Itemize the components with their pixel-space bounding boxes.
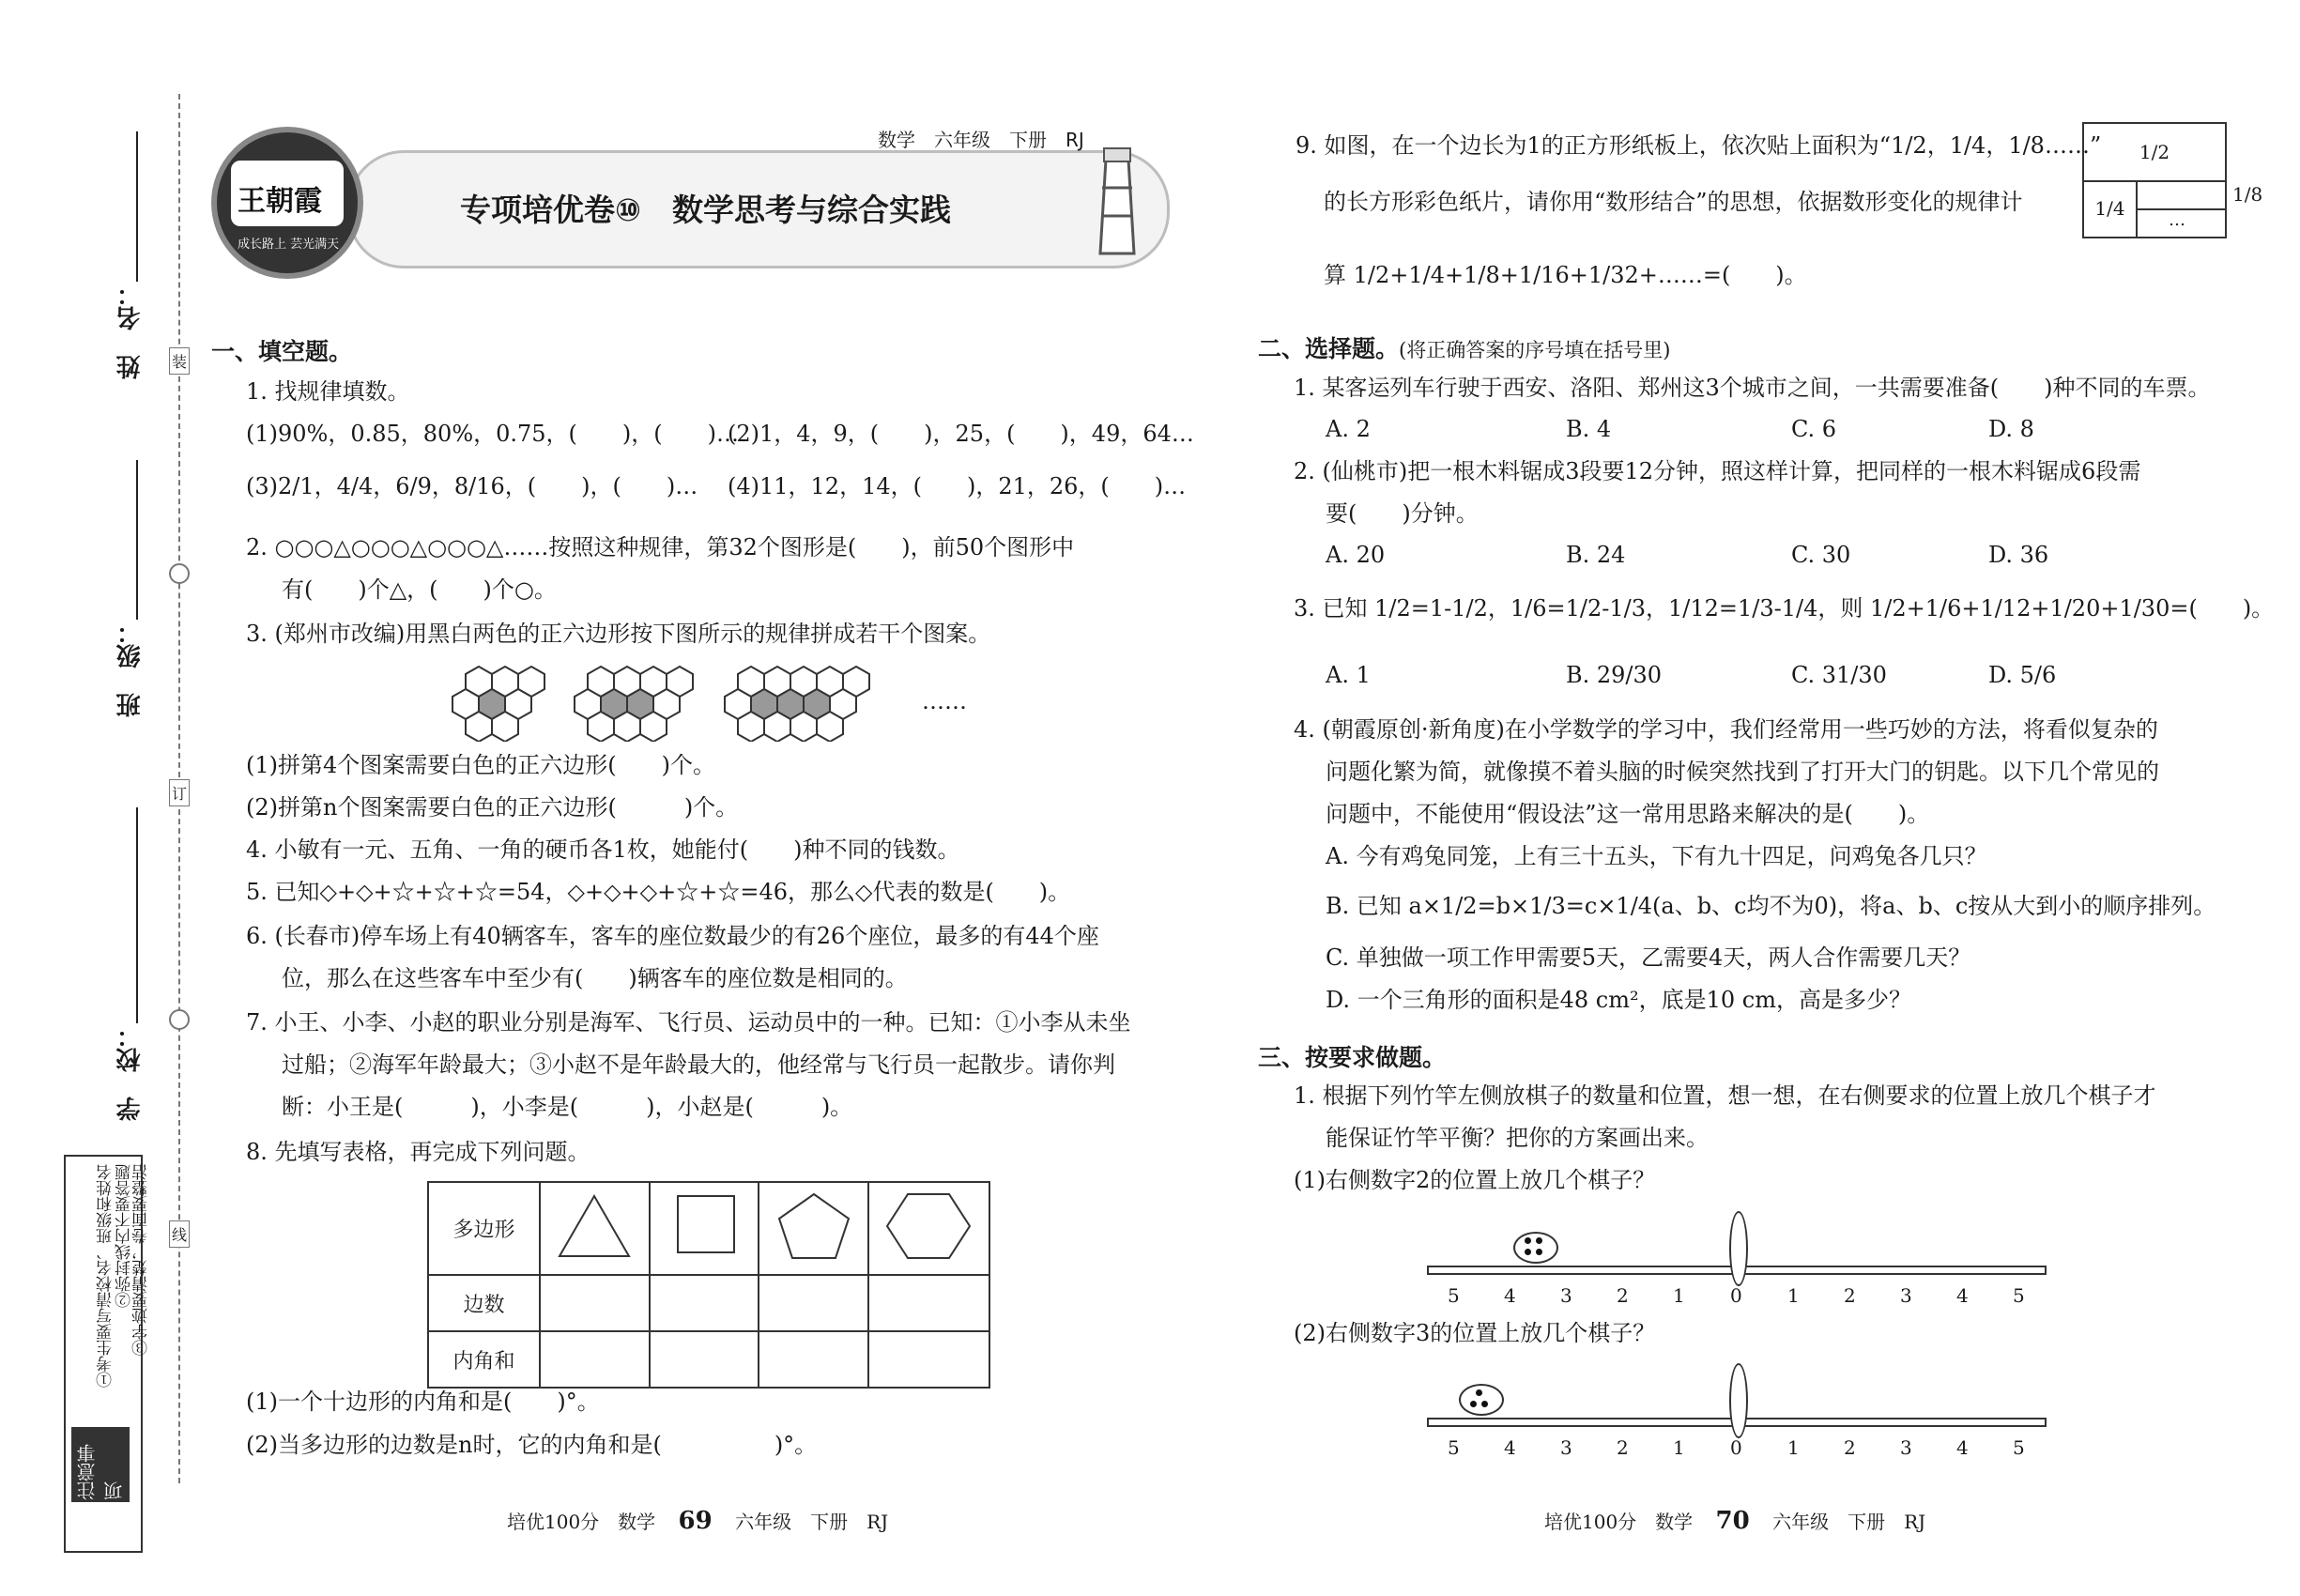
footer-label: 六年级 下册 RJ [1772,1511,1926,1533]
q1-3: (3)2/1，4/4，6/9，8/16，( )，( )… [246,473,698,499]
tick-label: 5 [2013,1436,2025,1459]
fig-half [2084,124,2225,182]
seal-char-2: 订 [169,779,190,806]
page-number: 70 [1715,1507,1750,1535]
fig-eighth-label: 1/8 [2232,183,2263,206]
fig-quarter [2084,180,2138,237]
footer-label: 培优100分 数学 [1544,1511,1694,1533]
section-1-title: 一、填空题。 [211,338,353,365]
hex-ellipsis: …… [922,688,967,714]
right-footer [1544,1507,1925,1535]
q9-line-3: 算 1/2+1/4+1/8+1/16+1/32+……=( )。 [1324,262,1807,288]
binding-strip [38,94,188,1502]
table-row [428,1182,989,1275]
fig-rest: … [2169,210,2185,230]
hex-pattern-3 [725,667,869,742]
chess-piece [1525,1249,1531,1255]
q2-line-1: 2. ○○○△○○○△○○○△……按照这种规律，第32个图形是( )，前50个图形中 [246,534,1075,560]
header-tag: 数学 六年级 下册 RJ [878,129,1084,151]
p1-line-1: 1. 根据下列竹竿左侧放棋子的数量和位置，想一想，在右侧要求的位置上放几个棋子才 [1294,1082,2156,1109]
c3-option-c: C. 31/30 [1791,662,1887,688]
page-title: 专项培优卷⑩ 数学思考与综合实践 [460,192,951,228]
class-line [136,460,138,620]
seal-circle-2 [169,1009,190,1030]
tick-label: 2 [1844,1436,1856,1459]
tick-label: 3 [1560,1436,1572,1459]
c2-option-a: A. 20 [1326,542,1386,568]
class-label: 班 级： [116,620,145,717]
tick-label: 2 [1617,1284,1629,1307]
logo-sub [238,234,339,252]
angle-sum-label: 内角和 [428,1331,540,1388]
q3-text: 3. (郑州市改编)用黑白两色的正六边形按下图所示的规律拼成若干个图案。 [246,621,991,647]
tick-label: 1 [1673,1436,1685,1459]
q2-line-2: 有( )个△，( )个○。 [282,576,557,603]
notice-title: 注意事项 [71,1427,130,1502]
tick-label: 5 [1448,1284,1460,1307]
fig-quarter-label: 1/4 [2094,197,2125,220]
lighthouse-icon [1080,131,1155,263]
c2-option-b: B. 24 [1566,542,1626,568]
notice-item-3: ③字迹要清楚，卷面要整洁 [132,1164,151,1356]
tick-label: 0 [1730,1436,1742,1459]
balance-bar-1 [1427,1211,2047,1286]
seal-char-1: 装 [169,347,190,375]
c3-option-d: D. 5/6 [1988,662,2057,688]
c1-option-a: A. 2 [1326,416,1371,442]
seal-circle-1 [169,563,190,584]
c4-option-b: B. 已知 a×1/2=b×1/3=c×1/4(a、b、c均不为0)，将a、b、c按从大到小的顺序排列。 [1326,893,2216,919]
section-2-note: (将正确答案的序号填在括号里) [1399,339,1671,361]
ticks-1 [1427,1284,2047,1309]
notice-item-1: ①考生要写清校名、班级和姓名 [97,1164,115,1388]
tick-label: 3 [1900,1284,1912,1307]
answer-cell[interactable] [759,1331,868,1388]
footer-label: 六年级 下册 RJ [735,1511,889,1533]
q8-2: (2)当多边形的边数是n时，它的内角和是( )°。 [246,1432,818,1458]
section-2-title [1258,330,1670,364]
c4-option-d: D. 一个三角形的面积是48 cm²，底是10 cm，高是多少？ [1326,987,1911,1013]
chess-bubble [1513,1232,1558,1264]
c2-option-c: C. 30 [1791,542,1851,568]
tick-label: 1 [1673,1284,1685,1307]
table-row [428,1331,989,1388]
logo-sub-2: 芸光满天 [290,238,340,252]
section-2-label: 二、选择题。 [1258,335,1400,362]
q1-1: (1)90%，0.85，80%，0.75，( )，( )… [246,421,740,447]
p1-1: (1)右侧数字2的位置上放几个棋子？ [1294,1167,1656,1193]
q3-1: (1)拼第4个图案需要白色的正六边形( )个。 [246,752,715,778]
tick-label: 4 [1504,1436,1516,1459]
c4-line-3: 问题中，不能使用“假设法”这一常用思路来解决的是( )。 [1326,801,1930,827]
q9-line-1: 9. 如图，在一个边长为1的正方形纸板上，依次贴上面积为“1/2，1/4，1/8……” [1296,132,2102,159]
polygon-table [427,1181,990,1389]
q1-text: 1. 找规律填数。 [246,378,410,405]
q3-2: (2)拼第n个图案需要白色的正六边形( )个。 [246,794,739,821]
tick-label: 5 [2013,1284,2025,1307]
sides-label: 边数 [428,1275,540,1331]
q6-line-2: 位，那么在这些客车中至少有( )辆客车的座位数是相同的。 [282,965,908,991]
name-label: 姓 名： [116,282,145,379]
seal-char-3: 线 [169,1220,190,1248]
hex-pattern-1 [452,667,544,742]
logo-text: 王朝霞 [238,185,322,218]
square-cell [650,1182,759,1275]
square-figure [2082,122,2227,238]
c4-line-1: 4. (朝霞原创·新角度)在小学数学的学习中，我们经常用一些巧妙的方法，将看似复杂的 [1294,716,2158,743]
section-3-title: 三、按要求做题。 [1258,1044,1447,1071]
name-line [136,131,138,282]
q1-2: (2)1，4，9，( )，25，( )，49，64… [728,421,1194,447]
table-row [428,1275,989,1331]
p1-2: (2)右侧数字3的位置上放几个棋子？ [1294,1320,1656,1346]
chess-piece [1470,1401,1477,1407]
hexagon-patterns [451,657,939,742]
answer-cell[interactable] [759,1275,868,1331]
fig-eighth [2136,180,2225,210]
c2-line-1: 2. (仙桃市)把一根木料锯成3段要12分钟，照这样计算，把同样的一根木料锯成6段需 [1294,458,2141,484]
tick-label: 2 [1844,1284,1856,1307]
hexagon-cell [868,1182,989,1275]
c2-line-2: 要( )分钟。 [1326,500,1479,527]
c1-text: 1. 某客运列车行驶于西安、洛阳、郑州这3个城市之间，一共需要准备( )种不同的车票。 [1294,375,2211,401]
tick-label: 0 [1730,1284,1742,1307]
chess-bubble [1459,1384,1504,1416]
tick-label: 1 [1787,1284,1800,1307]
hexagon-shape [882,1189,975,1264]
school-line [136,807,138,1023]
balance-bar-2 [1427,1363,2047,1438]
chess-piece [1481,1401,1488,1407]
logo-sub-1: 成长路上 [238,238,287,252]
chess-piece [1536,1237,1542,1244]
left-footer [507,1507,888,1535]
answer-cell[interactable] [650,1331,759,1388]
c1-option-d: D. 8 [1988,416,2034,442]
c4-line-2: 问题化繁为简，就像摸不着头脑的时候突然找到了打开大门的钥匙。以下几个常见的 [1326,759,2159,785]
fig-half-label: 1/2 [2139,141,2170,163]
tick-label: 4 [1956,1436,1969,1459]
tick-label: 4 [1504,1284,1516,1307]
triangle-cell [540,1182,650,1275]
c3-option-a: A. 1 [1326,662,1371,688]
q8-text: 8. 先填写表格，再完成下列问题。 [246,1139,590,1165]
answer-cell[interactable] [540,1275,650,1331]
answer-cell[interactable] [868,1275,989,1331]
school-label: 学 校： [116,1023,145,1121]
fulcrum [1729,1363,1748,1438]
c1-option-b: B. 4 [1566,416,1612,442]
pentagon-cell [759,1182,868,1275]
tick-label: 3 [1560,1284,1572,1307]
chess-piece [1476,1389,1482,1396]
q1-4: (4)11，12，14，( )，21，26，( )… [728,473,1187,499]
pentagon-shape [772,1189,856,1264]
header-logo [211,127,363,279]
tick-label: 3 [1900,1436,1912,1459]
answer-cell[interactable] [650,1275,759,1331]
q9-line-2: 的长方形彩色纸片，请你用“数形结合”的思想，依据数形变化的规律计 [1324,189,2023,215]
q7-line-3: 断：小王是( )，小李是( )，小赵是( )。 [282,1094,853,1120]
chess-piece [1525,1237,1531,1244]
tick-label: 5 [1448,1436,1460,1459]
c1-option-c: C. 6 [1791,416,1837,442]
page-number: 69 [678,1507,713,1535]
c3-text: 3. 已知 1/2=1-1/2，1/6=1/2-1/3，1/12=1/3-1/4，则 1/2+1/6+1/12+1/20+1/30=( )。 [1294,595,2275,622]
tick-label: 1 [1787,1436,1800,1459]
notice-item-2: ②弥封线内不要答题 [115,1164,134,1308]
c2-option-d: D. 36 [1988,542,2049,568]
tick-label: 2 [1617,1436,1629,1459]
triangle-shape [552,1189,636,1264]
ticks-2 [1427,1436,2047,1461]
c4-option-a: A. 今有鸡兔同笼，上有三十五头，下有九十四足，问鸡兔各几只？ [1326,843,1987,869]
q6-line-1: 6. (长春市)停车场上有40辆客车，客车的座位数最少的有26个座位，最多的有44个座 [246,923,1099,949]
c4-option-c: C. 单独做一项工作甲需要5天，乙需要4天，两人合作需要几天？ [1326,944,1971,971]
q7-line-1: 7. 小王、小李、小赵的职业分别是海军、飞行员、运动员中的一种。已知：①小李从未坐 [246,1009,1131,1036]
chess-piece [1536,1249,1542,1255]
p1-line-2: 能保证竹竿平衡？把你的方案画出来。 [1326,1125,1709,1151]
q4-text: 4. 小敏有一元、五角、一角的硬币各1枚，她能付( )种不同的钱数。 [246,836,960,863]
q8-1: (1)一个十边形的内角和是( )°。 [246,1389,600,1415]
fulcrum [1729,1211,1748,1286]
table-header-cell: 多边形 [428,1182,540,1275]
square-shape [662,1189,746,1264]
q7-line-2: 过船；②海军年龄最大；③小赵不是年龄最大的，他经常与飞行员一起散步。请你判 [282,1051,1115,1078]
hex-pattern-2 [575,667,693,742]
footer-label: 培优100分 数学 [507,1511,656,1533]
answer-cell[interactable] [868,1331,989,1388]
answer-cell[interactable] [540,1331,650,1388]
c3-option-b: B. 29/30 [1566,662,1663,688]
tick-label: 4 [1956,1284,1969,1307]
q5-text: 5. 已知◇+◇+☆+☆+☆=54，◇+◇+◇+☆+☆=46，那么◇代表的数是( )。 [246,879,1071,905]
